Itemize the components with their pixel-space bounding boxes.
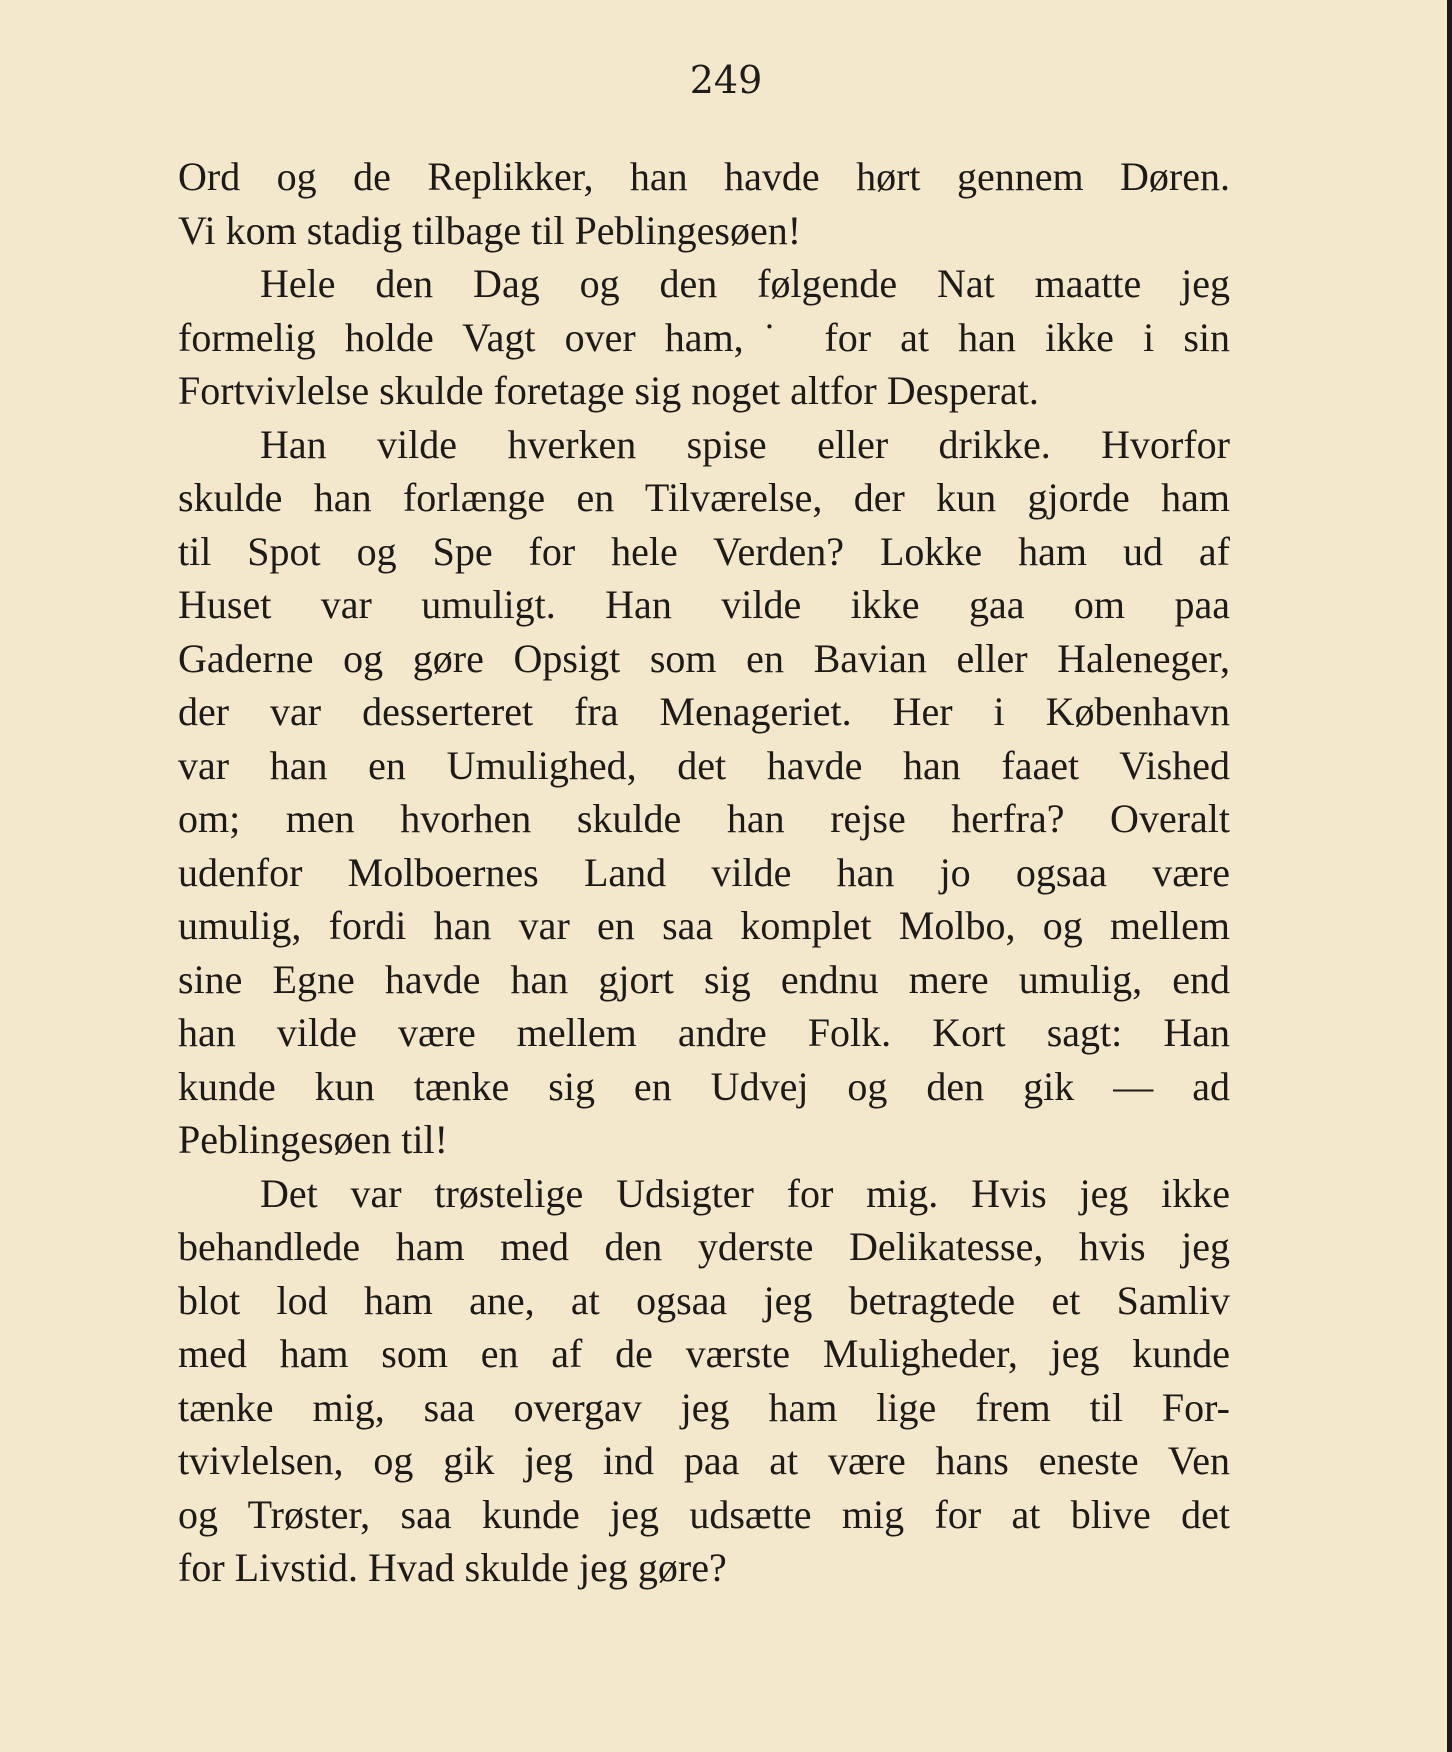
text-line: om; men hvorhen skulde han rejse herfra? Overalt	[178, 796, 1230, 841]
text-line: til Spot og Spe for hele Verden? Lokke ham ud af	[178, 528, 1230, 574]
text-line: Vi kom stadig tilbage til Peblingesøen!	[178, 207, 802, 253]
text-line: Fortvivlelse skulde foretage sig noget altfor Desperat.	[178, 368, 1039, 413]
text-line: sine Egne havde han gjort sig endnu mere umulig, end	[178, 956, 1230, 1002]
text-line: var han en Umulighed, det havde han faaet Vished	[178, 742, 1230, 788]
text-line: Ord og de Replikker, han havde hørt gennem Døren.	[178, 154, 1230, 199]
text-line: for Livstid. Hvad skulde jeg gøre?	[178, 1545, 727, 1590]
text-line: behandlede ham med den yderste Delikatesse, hvis jeg	[178, 1224, 1230, 1269]
text-line: der var desserteret fra Menageriet. Her i København	[178, 689, 1230, 734]
text-line: blot lod ham ane, at ogsaa jeg betragtede et Samliv	[178, 1277, 1230, 1323]
text-line: med ham som en af de værste Muligheder, jeg kunde	[178, 1331, 1230, 1376]
text-line: Det var trøstelige Udsigter for mig. Hvis jeg ikke	[260, 1170, 1230, 1216]
page-edge	[1447, 0, 1452, 1752]
page-number: 249	[689, 58, 763, 102]
text-line: tvivlelsen, og gik jeg ind paa at være hans eneste Ven	[178, 1438, 1230, 1483]
text-line: Hele den Dag og den følgende Nat maatte jeg	[260, 261, 1230, 306]
text-line: han vilde være mellem andre Folk. Kort sagt: Han	[178, 1010, 1230, 1055]
body-text	[178, 150, 1230, 1595]
text-line: Gaderne og gøre Opsigt som en Bavian eller Haleneger,	[178, 635, 1230, 681]
text-line: og Trøster, saa kunde jeg udsætte mig for at blive det	[178, 1491, 1230, 1537]
text-line: formelig holde Vagt over ham,˙ for at han ikke i sin	[178, 314, 1230, 360]
text-line: Huset var umuligt. Han vilde ikke gaa om paa	[178, 582, 1230, 627]
text-line: udenfor Molboernes Land vilde han jo ogsaa være	[178, 849, 1230, 895]
text-line: kunde kun tænke sig en Udvej og den gik — ad	[178, 1063, 1230, 1109]
text-line: Peblingesøen til!	[178, 1117, 448, 1162]
text-line: umulig, fordi han var en saa komplet Molbo, og mellem	[178, 903, 1230, 948]
text-line: skulde han forlænge en Tilværelse, der kun gjorde ham	[178, 475, 1230, 520]
text-line: tænke mig, saa overgav jeg ham lige frem til For-	[178, 1384, 1230, 1430]
text-line: Han vilde hverken spise eller drikke. Hvorfor	[260, 421, 1230, 467]
